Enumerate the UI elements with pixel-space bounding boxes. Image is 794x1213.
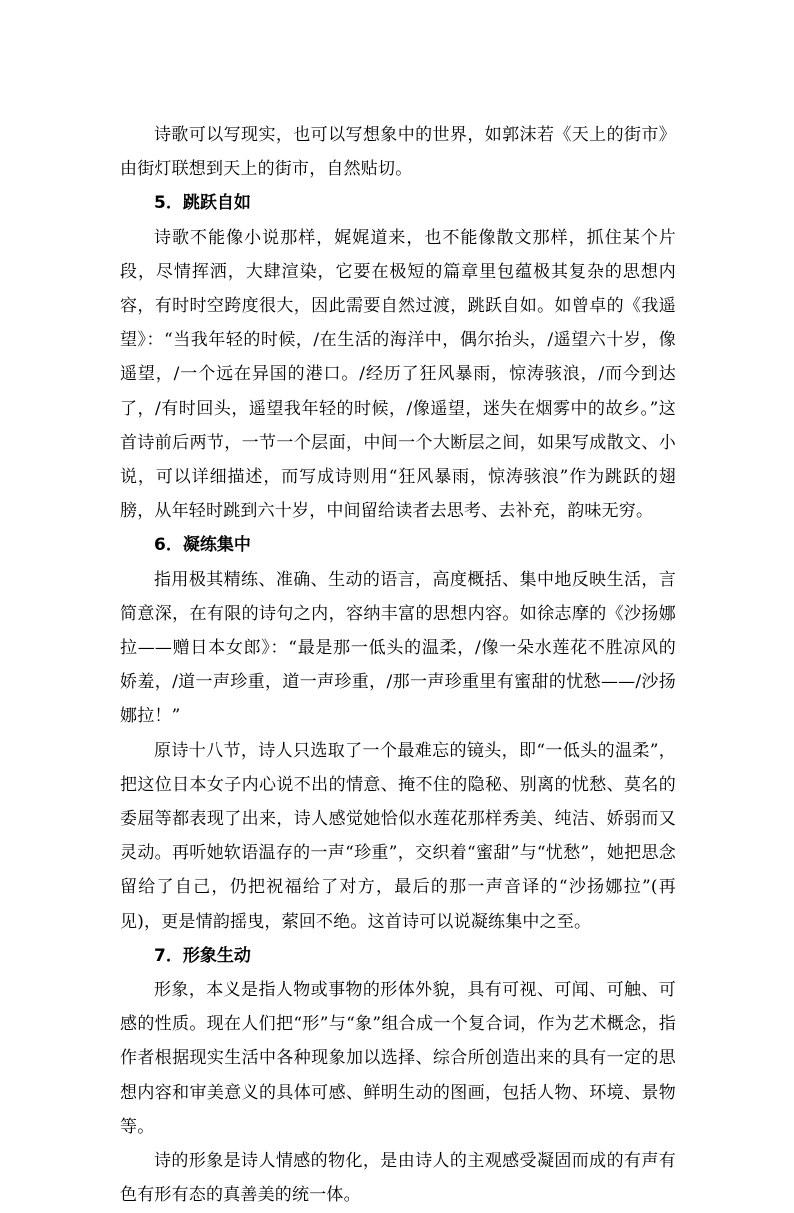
- paragraph-image: 形象，本义是指人物或事物的形体外貌，具有可视、可闻、可触、可感的性质。现在人们把“形”与“象”组合成一个复合词，作为艺术概念，指作者根据现实生活中各种现象加以选择、综合所创造出来的具有一定的思想内容和审美意义的具体可感、鲜明生动的图画，包括人物、环境、景物等。: [120, 980, 676, 1137]
- paragraph-intro: 诗歌可以写现实，也可以写想象中的世界，如郭沫若《天上的街市》由街灯联想到天上的街市，自然贴切。: [120, 125, 676, 180]
- section-heading-7: 7．形象生动: [154, 945, 251, 966]
- paragraph-sayonara: 原诗十八节，诗人只选取了一个最难忘的镜头，即“一低头的温柔”，把这位日本女子内心说不出的情意、掩不住的隐秘、别离的忧愁、莫名的委屈等都表现了出来，诗人感觉她恰似水莲花那样秀美、纯洁、娇弱而又灵动。再听她软语温存的一声“珍重”，交织着“蜜甜”与“忧愁”，她把思念留给了自己，仍把祝福给了对方，最后的那一声音译的“沙扬娜拉”(再见)，更是情韵摇曳，萦回不绝。这首诗可以说凝练集中之至。: [120, 740, 676, 932]
- paragraph-jump: 诗歌不能像小说那样，娓娓道来，也不能像散文那样，抓住某个片段，尽情挥洒，大肆渲染，它要在极短的篇章里包蕴极其复杂的思想内容，有时时空跨度很大，因此需要自然过渡，跳跃自如。如曾卓的《我遥望》：“当我年轻的时候，/在生活的海洋中，偶尔抬头，/遥望六十岁，像遥望，/一个远在异国的港口。/经历了狂风暴雨，惊涛骇浪，/而今到达了，/有时回头，遥望我年轻的时候，/像遥望，迷失在烟雾中的故乡。”这首诗前后两节，一节一个层面，中间一个大断层之间，如果写成散文、小说，可以详细描述，而写成诗则用“狂风暴雨，惊涛骇浪”作为跳跃的翅膀，从年轻时跳到六十岁，中间留给读者去思考、去补充，韵味无穷。: [120, 227, 676, 522]
- section-heading-6: 6．凝练集中: [154, 535, 251, 556]
- paragraph-image-poem: 诗的形象是诗人情感的物化，是由诗人的主观感受凝固而成的有声有色有形有态的真善美的统一体。: [120, 1151, 676, 1206]
- document-page: [120, 118, 676, 1213]
- paragraph-concise: 指用极其精练、准确、生动的语言，高度概括、集中地反映生活，言简意深，在有限的诗句之内，容纳丰富的思想内容。如徐志摩的《沙扬娜拉——赠日本女郎》：“最是那一低头的温柔，/像一朵水莲花不胜凉风的娇羞，/道一声珍重，道一声珍重，/那一声珍重里有蜜甜的忧愁——/沙扬娜拉！”: [120, 569, 676, 727]
- section-heading-5: 5．跳跃自如: [154, 193, 251, 214]
